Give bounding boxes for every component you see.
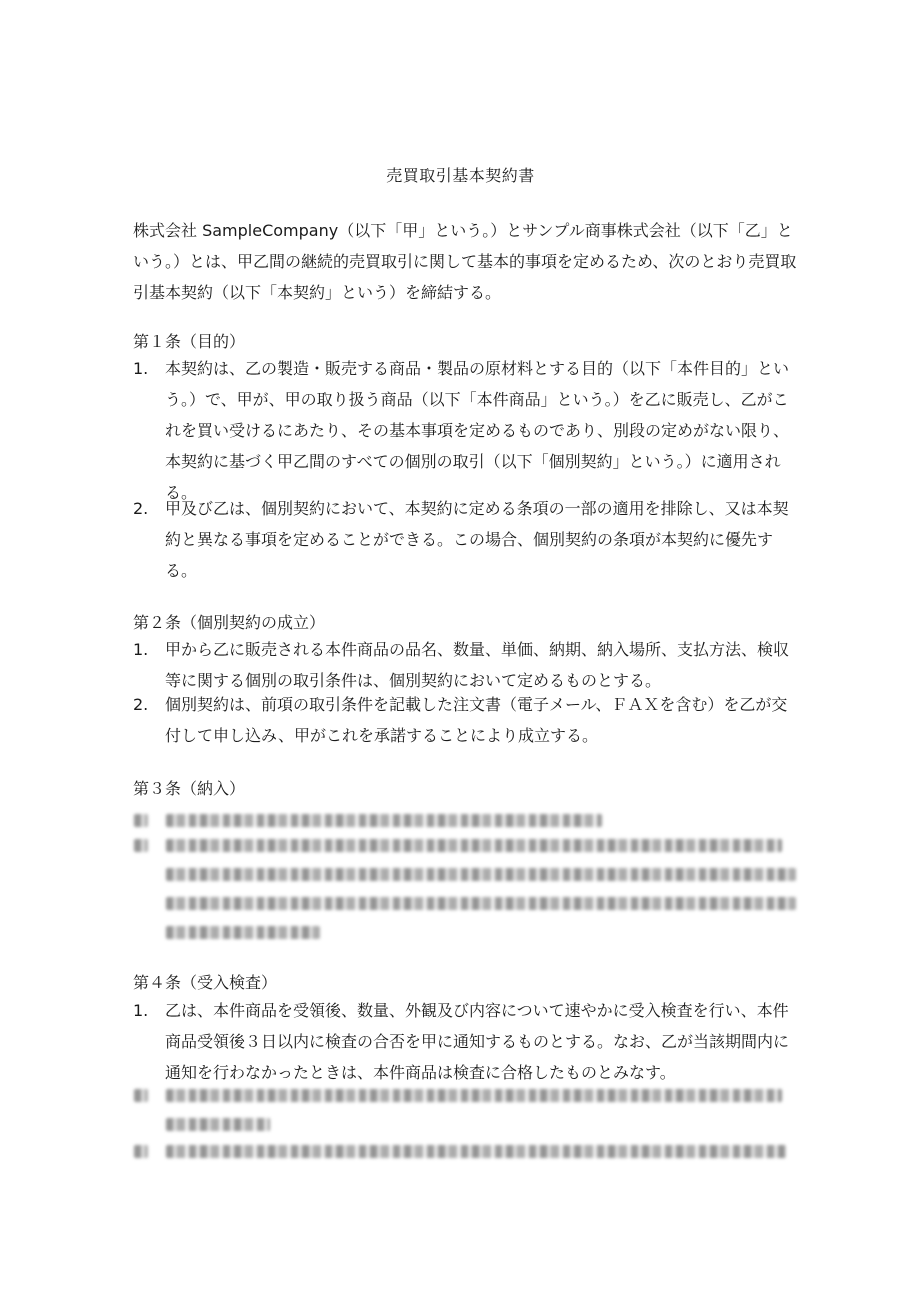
article-4-heading: 第４条（受入検査） — [133, 973, 278, 992]
item-text: 乙は、本件商品を受領後、数量、外観及び内容について速やかに受入検査を行い、本件商品受領後３日以内に検査の合否を甲に通知するものとする。なお、乙が当該期間内に通知を行わなかったときは、本件商品は検査に合格したものとみなす。 — [165, 1001, 790, 1082]
item-number: 1. — [133, 359, 149, 378]
item-number: 1. — [133, 640, 149, 659]
redacted-line — [166, 926, 320, 939]
redacted-line — [166, 1089, 782, 1102]
redacted-line — [166, 839, 782, 852]
item-text: 甲及び乙は、個別契約において、本契約に定める条項の一部の適用を排除し、又は本契約と異なる事項を定めることができる。この場合、個別契約の条項が本契約に優先する。 — [165, 499, 789, 580]
redacted-line — [166, 814, 602, 827]
item-number: 2. — [133, 695, 149, 714]
item-number: 2. — [133, 499, 149, 518]
document-title: 売買取引基本契約書 — [386, 166, 535, 185]
redacted-line — [166, 1145, 786, 1158]
item-number: 1. — [133, 1001, 149, 1020]
redacted-number — [134, 814, 148, 827]
item-text: 個別契約は、前項の取引条件を記載した注文書（電子メール、ＦＡＸを含む）を乙が交付して申し込み、甲がこれを承諾することにより成立する。 — [165, 695, 788, 745]
redacted-number — [134, 1145, 148, 1158]
article-3-heading: 第３条（納入） — [133, 779, 246, 798]
article-2-heading: 第２条（個別契約の成立） — [133, 613, 326, 632]
redacted-line — [166, 868, 796, 881]
document-intro: 株式会社 SampleCompany（以下「甲」という。）とサンプル商事株式会社（以下「乙」という。）とは、甲乙間の継続的売買取引に関して基本的事項を定めるため、次のとおり売買取引基本契約（以下「本契約」という）を締結する。 — [133, 221, 797, 302]
redacted-line — [166, 897, 796, 910]
item-text: 本契約は、乙の製造・販売する商品・製品の原材料とする目的（以下「本件目的」という。）で、甲が、甲の取り扱う商品（以下「本件商品」という。）を乙に販売し、乙がこれを買い受けるにあたり、その基本事項を定めるものであり、別段の定めがない限り、本契約に基づく甲乙間のすべての個別の取引（以下「個別契約」という。）に適用される。 — [165, 359, 790, 502]
redacted-number — [134, 839, 148, 852]
article-1-heading: 第１条（目的） — [133, 332, 246, 351]
redacted-number — [134, 1089, 148, 1102]
item-text: 甲から乙に販売される本件商品の品名、数量、単価、納期、納入場所、支払方法、検収等に関する個別の取引条件は、個別契約において定めるものとする。 — [165, 640, 790, 690]
redacted-line — [166, 1118, 270, 1131]
